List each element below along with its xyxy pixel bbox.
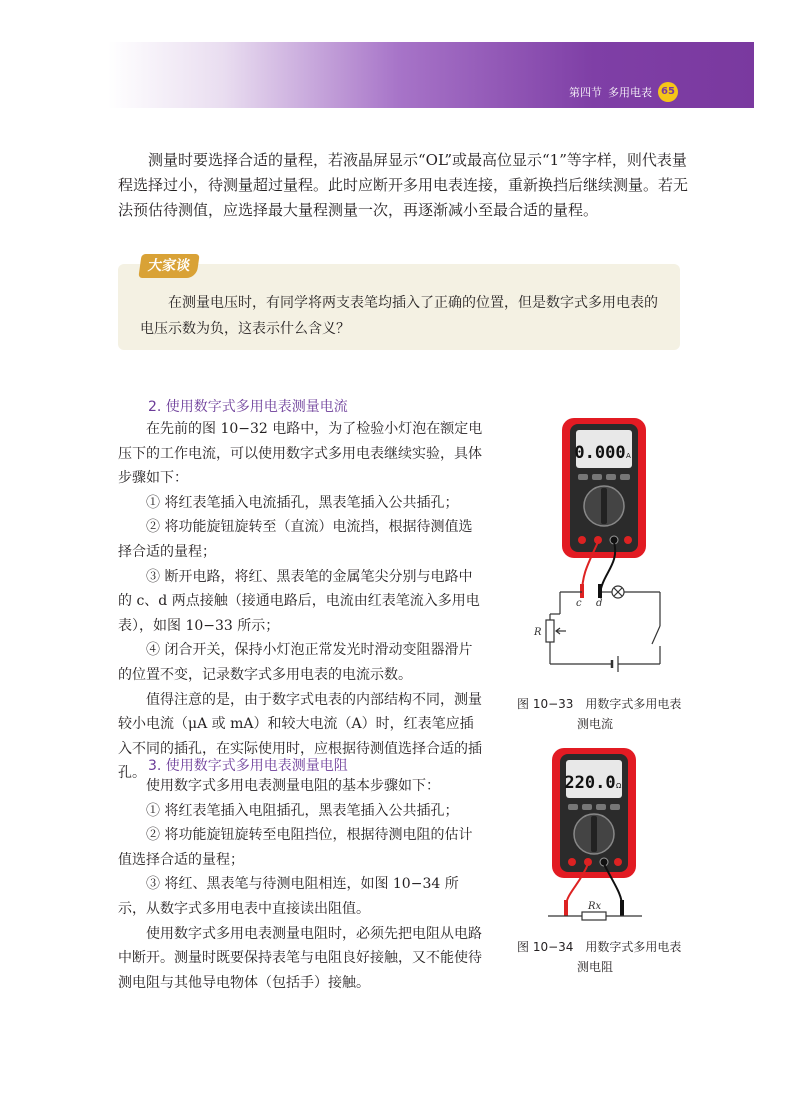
figure-10-34-caption: [517, 937, 681, 977]
section-3-para: ① 将红表笔插入电阻插孔，黑表笔插入公共插孔；: [146, 802, 459, 819]
figure-10-34: [530, 744, 680, 929]
multimeter-icon: [552, 748, 636, 878]
discussion-badge: 大家谈: [138, 254, 199, 278]
caption-line: 测电阻: [577, 960, 614, 974]
label-c: c: [576, 598, 582, 609]
running-header: [569, 82, 678, 102]
discussion-text: 在测量电压时，有同学将两支表笔均插入了正确的位置，但是数字式多用电表的电压示数为负，这表示什么含义？: [140, 295, 658, 337]
caption-line: 测电流: [577, 717, 614, 731]
section-3-para: ② 将功能旋钮旋转至电阻挡位，根据待测电阻的估计值选择合适的量程；: [118, 827, 473, 868]
section-3-para: 使用数字式多用电表测量电阻的基本步骤如下：: [146, 778, 440, 794]
multimeter-icon: [562, 418, 646, 558]
intro-paragraph: 测量时要选择合适的量程，若液晶屏显示“OL”或最高位显示“1”等字样，则代表量程选择过小，待测量超过量程。此时应断开多用电表连接，重新换挡后继续测量。若无法预估待测值，应选择最大量程测量一次，再逐渐减小至最合适的量程。: [118, 151, 689, 219]
header-section: 第四节: [569, 86, 602, 99]
figure-10-33: [520, 414, 690, 689]
section-2-body: [118, 417, 484, 786]
section-3-para: ③ 将红、黑表笔与待测电阻相连，如图 10−34 所示，从数字式多用电表中直接读出阻值。: [118, 876, 459, 917]
caption-line: 图 10−33 用数字式多用电表: [517, 697, 682, 711]
section-2-para: 值得注意的是，由于数字式电表的内部结构不同，测量较小电流（μA 或 mA）和较大电流（A）时，红表笔应插入不同的插孔，在实际使用时，应根据待测值选择合适的插孔。: [118, 691, 482, 782]
section-2-para: ④ 闭合开关，保持小灯泡正常发光时滑动变阻器滑片的位置不变，记录数字式多用电表的电流示数。: [118, 642, 473, 683]
figure-10-33-caption: [517, 694, 681, 734]
section-3-para: 使用数字式多用电表测量电阻时，必须先把电阻从电路中断开。测量时既要保持表笔与电阻良好接触，又不能使待测电阻与其他导电物体（包括手）接触。: [118, 925, 482, 991]
label-rx: Rx: [588, 901, 602, 912]
section-3-title: 3. 使用数字式多用电表测量电阻: [148, 758, 348, 774]
meter-display: 0.000: [574, 443, 626, 463]
label-r: R: [534, 627, 542, 638]
page-number: 65: [658, 82, 678, 102]
meter-unit: Ω: [616, 782, 622, 790]
meter-unit: A: [626, 452, 631, 460]
header-title: 多用电表: [608, 86, 652, 99]
section-3-body: [118, 774, 484, 995]
label-d: d: [596, 598, 603, 609]
section-2-para: ① 将红表笔插入电流插孔，黑表笔插入公共插孔；: [146, 494, 459, 511]
section-2-para: ③ 断开电路，将红、黑表笔的金属笔尖分别与电路中的 c、d 两点接触（接通电路后，电流由红表笔流入多用电表），如图 10−33 所示；: [118, 568, 480, 634]
section-2-title: 2. 使用数字式多用电表测量电流: [148, 399, 348, 415]
section-2-para: ② 将功能旋钮旋转至（直流）电流挡，根据待测值选择合适的量程；: [118, 519, 473, 560]
section-2-para: 在先前的图 10−32 电路中，为了检验小灯泡在额定电压下的工作电流，可以使用数字式多用电表继续实验，具体步骤如下：: [118, 421, 483, 487]
caption-line: 图 10−34 用数字式多用电表: [517, 940, 682, 954]
meter-display: 220.0: [564, 773, 616, 793]
